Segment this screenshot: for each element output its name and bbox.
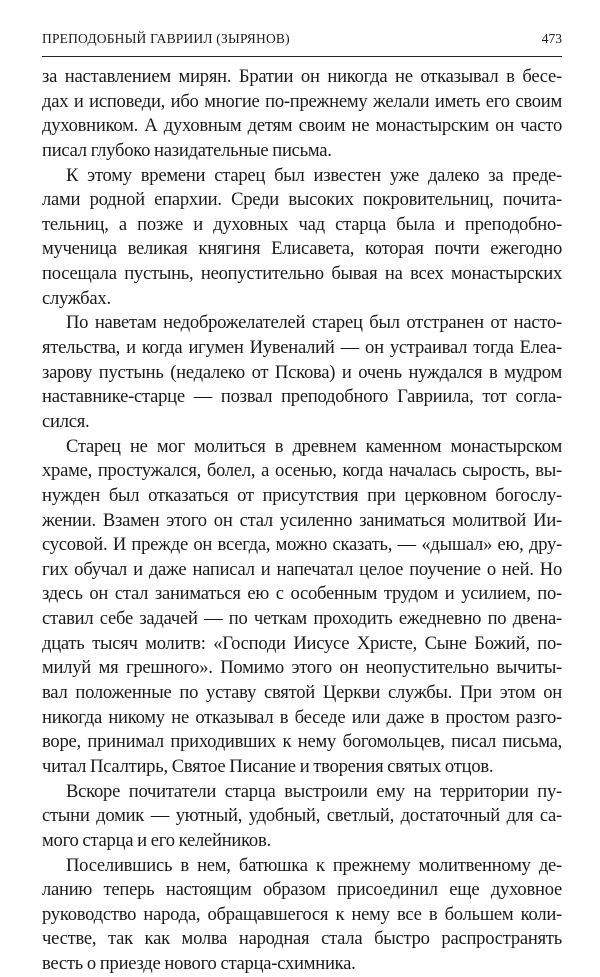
page-number: 473 bbox=[541, 31, 562, 46]
text-line: здесь он стал заниматься ею с особенным трудом и усилием, по- bbox=[42, 583, 562, 605]
text-line: честве, так как молва народная стала быстро распространять bbox=[42, 928, 562, 950]
text-line: наставнике-старце — позвал преподобного Гавриила, тот согла- bbox=[42, 386, 562, 408]
text-line: нужден был отказаться от присутствия при церковном богослу- bbox=[42, 484, 562, 506]
text-line: лами родной епархии. Среди высоких покровительниц, почита- bbox=[42, 189, 562, 211]
text-line: зарову пустынь (недалеко от Пскова) и очень нуждался в мудром bbox=[42, 361, 562, 383]
text-line: гих обучал и даже написал и напечатал целое поучение о ней. Но bbox=[42, 558, 562, 580]
text-line: ланию теперь настоящим образом присоединил еще духовное bbox=[42, 879, 562, 901]
paragraph bbox=[42, 65, 562, 164]
text-line: сился. bbox=[42, 410, 90, 432]
text-line: милуй мя грешного». Помимо этого он неопустительно вычиты- bbox=[42, 657, 562, 679]
text-line: руководство народа, обращавшегося к нему все в большем коли- bbox=[42, 903, 562, 925]
text-line: тельниц, а позже и духовных чад старца была и преподобно- bbox=[42, 213, 562, 235]
paragraph bbox=[42, 164, 562, 312]
text-line: дцать тысяч молитв: «Господи Иисусе Христе, Сыне Божий, по- bbox=[42, 632, 562, 654]
paragraph bbox=[42, 854, 562, 977]
text-line: воре, принимал приходивших к нему богомольцев, писал письма, bbox=[42, 731, 562, 753]
text-line: за наставлением мирян. Братии он никогда не отказывал в бесе- bbox=[42, 66, 562, 87]
paragraph bbox=[42, 780, 562, 854]
text-line: ставил себе задачей — по четкам проходить ежедневно по двена- bbox=[42, 608, 562, 630]
text-line: К этому времени старец был известен уже далеко за преде- bbox=[66, 164, 562, 186]
paragraph bbox=[42, 311, 562, 434]
text-line: Вскоре почитатели старца выстроили ему на территории пу- bbox=[66, 780, 562, 802]
running-title: ПРЕПОДОБНЫЙ ГАВРИИЛ (ЗЫРЯНОВ) bbox=[42, 31, 290, 46]
text-line: читал Псалтирь, Святое Писание и творения святых отцов. bbox=[42, 755, 494, 777]
text-line: мого старца и его келейников. bbox=[42, 829, 271, 851]
text-line: По наветам недоброжелателей старец был отстранен от насто- bbox=[66, 312, 562, 334]
paragraph bbox=[42, 435, 562, 780]
text-line: писал глубоко назидательные письма. bbox=[42, 139, 332, 161]
header-rule bbox=[42, 56, 562, 57]
text-line: стыни домик — уютный, удобный, светлый, достаточный для са- bbox=[42, 805, 562, 827]
text-line: Поселившись в нем, батюшка к прежнему молитвенному де- bbox=[66, 854, 562, 876]
text-line: посещала пустынь, неопустительно бывая на всех монастырских bbox=[42, 263, 562, 285]
text-line: службах. bbox=[42, 287, 111, 309]
text-line: жении. Взамен этого он стал усиленно заниматься молитвой Ии- bbox=[42, 509, 562, 531]
text-line: никогда никому не отказывал в беседе или даже в простом разго- bbox=[42, 706, 562, 728]
text-line: храме, простужался, болел, а осенью, когда началась сырость, вы- bbox=[42, 460, 562, 482]
text-line: дах и исповеди, ибо многие по-прежнему желали иметь его своим bbox=[42, 90, 562, 112]
text-line: вал положенные по уставу святой Церкви службы. При этом он bbox=[42, 682, 562, 704]
text-line: Старец не мог молиться в древнем каменном монастырском bbox=[66, 435, 562, 457]
text-line: мученица великая княгиня Елисавета, которая почти ежегодно bbox=[42, 238, 562, 260]
text-line: весть о приезде нового старца-схимника. bbox=[42, 953, 356, 975]
running-header bbox=[42, 31, 562, 51]
text-line: сусовой. И прежде он всегда, можно сказать, — «дышал» ею, дру- bbox=[42, 534, 562, 556]
body-text bbox=[42, 65, 562, 977]
text-line: ятельства, и когда игумен Иувеналий — он устраивал тогда Елеа- bbox=[42, 337, 562, 359]
text-line: духовником. А духовным детям своим не монастырским он часто bbox=[42, 115, 562, 137]
